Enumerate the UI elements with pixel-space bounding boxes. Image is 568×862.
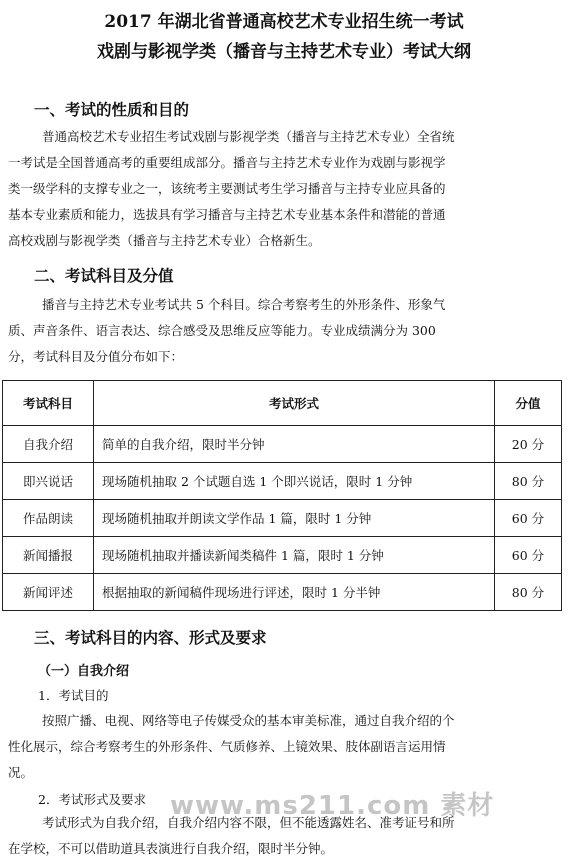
table-cell-subject: 作品朗读: [3, 500, 94, 537]
section1-line: 类一级学科的支撑专业之一，该统考主要测试考生学习播音与主持专业应具备的: [8, 181, 446, 196]
section2-line: 播音与主持艺术专业考试共 5 个科目。综合考察考生的外形条件、形象气: [42, 297, 446, 312]
item2-line: 在学校，不可以借助道具表演进行自我介绍，限时半分钟。: [8, 841, 334, 856]
section1-line: 一考试是全国普通高考的重要组成部分。播音与主持艺术专业作为戏剧与影视学: [8, 155, 446, 170]
table-header-score: 分值: [495, 381, 562, 426]
table-cell-subject: 即兴说话: [3, 463, 94, 500]
table-cell-format: 现场随机抽取并朗读文学作品 1 篇，限时 1 分钟: [94, 500, 495, 537]
section2-paragraph: [8, 292, 556, 370]
table-header-format: 考试形式: [94, 381, 495, 426]
section2-line: 分，考试科目及分值分布如下：: [8, 349, 184, 364]
table-cell-subject: 新闻播报: [3, 537, 94, 574]
item2-heading: 2．考试形式及要求: [38, 792, 146, 807]
table-cell-score: 20 分: [495, 426, 562, 463]
section3-subheading: （一）自我介绍: [38, 664, 130, 679]
table-row: [3, 463, 562, 500]
section1-line: 基本专业素质和能力，选拔具有学习播音与主持艺术专业基本条件和潜能的普通: [8, 207, 446, 222]
exam-subjects-table: [2, 380, 562, 611]
section1-line: 普通高校艺术专业招生考试戏剧与影视学类（播音与主持艺术专业）全省统: [42, 129, 455, 144]
item1-line: 况。: [8, 765, 34, 780]
table-cell-score: 80 分: [495, 463, 562, 500]
table-cell-subject: 新闻评述: [3, 574, 94, 611]
table-cell-subject: 自我介绍: [3, 426, 94, 463]
section1-heading: 一、考试的性质和目的: [34, 101, 190, 119]
document-title-line2: 戏剧与影视学类（播音与主持艺术专业）考试大纲: [97, 42, 471, 62]
table-header-subject: 考试科目: [3, 381, 94, 426]
document-title-line1: 2017 年湖北省普通高校艺术专业招生统一考试: [104, 12, 464, 32]
table-cell-format: 现场随机抽取 2 个试题自选 1 个即兴说话，限时 1 分钟: [94, 463, 495, 500]
table-cell-format: 简单的自我介绍，限时半分钟: [94, 426, 495, 463]
table-cell-format: 现场随机抽取并播读新闻类稿件 1 篇，限时 1 分钟: [94, 537, 495, 574]
table-cell-score: 80 分: [495, 574, 562, 611]
table-cell-score: 60 分: [495, 537, 562, 574]
item1-line: 按照广播、电视、网络等电子传媒受众的基本审美标准，通过自我介绍的个: [42, 713, 455, 728]
watermark: www.ms211.com 素材: [170, 791, 495, 821]
section3-heading: 三、考试科目的内容、形式及要求: [34, 629, 267, 647]
item1-heading: 1．考试目的: [38, 688, 109, 703]
item2-line: 考试形式为自我介绍，自我介绍内容不限，但不能透露姓名、准考证号和所: [42, 815, 455, 830]
table-row: [3, 426, 562, 463]
table-row: [3, 574, 562, 611]
section1-paragraph: [8, 124, 556, 254]
table-cell-score: 60 分: [495, 500, 562, 537]
section2-heading: 二、考试科目及分值: [34, 267, 174, 285]
table-cell-format: 根据抽取的新闻稿件现场进行评述，限时 1 分半钟: [94, 574, 495, 611]
section2-line: 质、声音条件、语言表达、综合感受及思维反应等能力。专业成绩满分为 300: [8, 323, 436, 338]
table-row: [3, 537, 562, 574]
table-header-row: [3, 381, 562, 426]
table-row: [3, 500, 562, 537]
item1-line: 性化展示，综合考察考生的外形条件、气质修养、上镜效果、肢体副语言运用情: [8, 739, 446, 754]
item1-paragraph: [8, 708, 556, 786]
section1-line: 高校戏剧与影视学类（播音与主持艺术专业）合格新生。: [8, 233, 321, 248]
